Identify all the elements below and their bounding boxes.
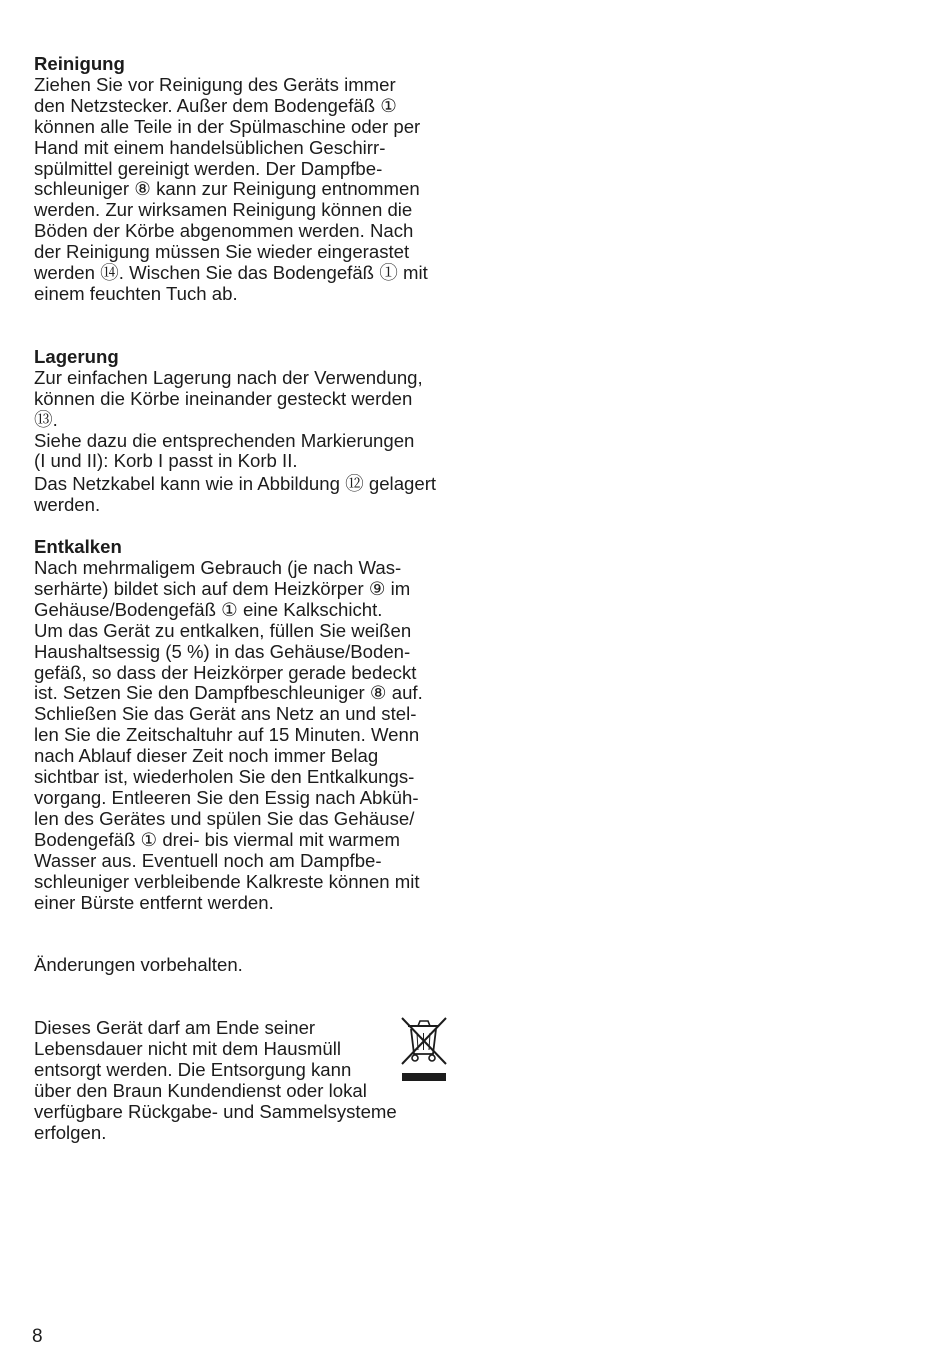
- text-line: Schließen Sie das Gerät ans Netz an und stel-: [34, 703, 417, 725]
- text-line: schleuniger ⑧ kann zur Reinigung entnommen: [34, 178, 420, 200]
- text-line: Siehe dazu die entsprechenden Markierungen: [34, 429, 415, 451]
- text-line: verfügbare Rückgabe- und Sammelsysteme: [34, 1100, 397, 1122]
- text-line: werden ⑭. Wischen Sie das Bodengefäß ① mit: [34, 262, 428, 284]
- text-line: über den Braun Kundendienst oder lokal: [34, 1080, 367, 1102]
- text-line: Nach mehrmaligem Gebrauch (je nach Was-: [34, 557, 402, 579]
- text-line: einer Bürste entfernt werden.: [34, 891, 274, 913]
- text-line: (I und II): Korb I passt in Korb II.: [34, 450, 298, 472]
- section-reinigung: [34, 54, 464, 305]
- text-line: entsorgt werden. Die Entsorgung kann: [34, 1059, 352, 1081]
- main-column: [34, 54, 464, 1144]
- text-line: Böden der Körbe abgenommen werden. Nach: [34, 220, 414, 242]
- text-line: serhärte) bildet sich auf dem Heizkörper ⑨ im: [34, 577, 411, 599]
- text-line: vorgang. Entleeren Sie den Essig nach Abküh-: [34, 787, 419, 808]
- text-line: Dieses Gerät darf am Ende seiner: [34, 1017, 316, 1039]
- text-line: gefäß, so dass der Heizkörper gerade bedeckt: [34, 661, 417, 683]
- section-disposal: [34, 1018, 464, 1143]
- text-line: Gehäuse/Bodengefäß ① eine Kalkschicht.: [34, 598, 383, 620]
- text-line: Um das Gerät zu entkalken, füllen Sie weißen: [34, 619, 412, 641]
- section-entkalken: [34, 537, 464, 913]
- text-line: schleuniger verbleibende Kalkreste können mit: [34, 870, 420, 892]
- text-line: den Netzstecker. Außer dem Bodengefäß ①: [34, 94, 397, 116]
- crossed-out-wheelie-bin-icon: [400, 1012, 448, 1084]
- text-line: der Reinigung müssen Sie wieder eingerastet: [34, 241, 410, 263]
- text-line: Wasser aus. Eventuell noch am Dampfbe-: [34, 849, 382, 871]
- text-line: Zur einfachen Lagerung nach der Verwendung,: [34, 366, 423, 388]
- text-line: Haushaltsessig (5 %) in das Gehäuse/Boden-: [34, 640, 411, 662]
- text-line: einem feuchten Tuch ab.: [34, 282, 238, 304]
- text-line: len Sie die Zeitschaltuhr auf 15 Minuten. Wenn: [34, 724, 420, 746]
- text-line: Hand mit einem handelsüblichen Geschirr-: [34, 136, 386, 158]
- text-line: ⑬.: [34, 408, 58, 430]
- section-lagerung: [34, 347, 464, 516]
- text-line: nach Ablauf dieser Zeit noch immer Belag: [34, 745, 379, 767]
- text-line: können alle Teile in der Spülmaschine oder per: [34, 115, 421, 137]
- text-line: Ziehen Sie vor Reinigung des Geräts immer: [34, 73, 396, 95]
- page-number: 8: [32, 1326, 43, 1347]
- heading-lagerung: Lagerung: [34, 345, 119, 367]
- text-line: spülmittel gereinigt werden. Der Dampfbe-: [34, 157, 383, 179]
- text-line: werden.: [34, 494, 101, 516]
- text-line: Lebensdauer nicht mit dem Hausmüll: [34, 1038, 341, 1060]
- text-line: können die Körbe ineinander gesteckt werden: [34, 387, 413, 409]
- changes-reserved-note: Änderungen vorbehalten.: [34, 954, 243, 976]
- text-line: ist. Setzen Sie den Dampfbeschleuniger ⑧ auf.: [34, 682, 423, 704]
- text-line: erfolgen.: [34, 1121, 107, 1143]
- heading-reinigung: Reinigung: [34, 53, 125, 74]
- text-line: len des Gerätes und spülen Sie das Gehäuse/: [34, 807, 415, 829]
- text-line: Bodengefäß ① drei- bis viermal mit warmem: [34, 828, 400, 850]
- text-line: Das Netzkabel kann wie in Abbildung ⑫ gelagert: [34, 473, 437, 495]
- heading-entkalken: Entkalken: [34, 536, 122, 558]
- text-line: sichtbar ist, wiederholen Sie den Entkalkungs-: [34, 766, 415, 788]
- text-line: werden. Zur wirksamen Reinigung können die: [34, 199, 413, 221]
